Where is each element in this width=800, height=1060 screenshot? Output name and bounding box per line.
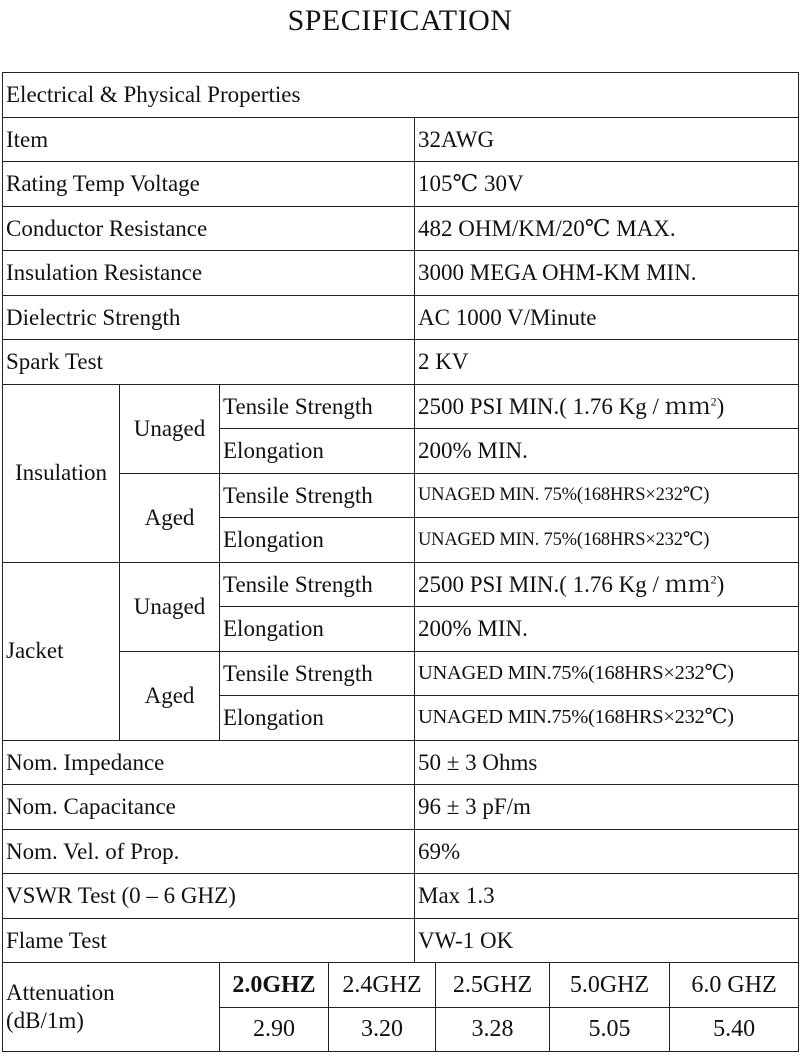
property-value: UNAGED MIN.75%(168HRS×232℃) <box>415 651 799 696</box>
attenuation-frequency: 6.0 GHZ <box>670 963 799 1008</box>
property-value: 2500 PSI MIN.( 1.76 Kg / ｍｍ$^2$) <box>415 562 799 607</box>
spec-label: Flame Test <box>3 918 415 963</box>
attenuation-value: 5.05 <box>550 1007 670 1052</box>
insulation-unaged-tensile-row <box>3 384 799 429</box>
attenuation-value: 2.90 <box>220 1007 329 1052</box>
attenuation-frequency: 2.0GHZ <box>220 963 329 1008</box>
spec-row-flame <box>3 918 799 963</box>
spec-row-spark <box>3 340 799 385</box>
spec-label: Nom. Capacitance <box>3 785 415 830</box>
spec-row-rating <box>3 162 799 207</box>
property-label: Elongation <box>220 429 415 474</box>
spec-value: Max 1.3 <box>415 874 799 919</box>
spec-row-item <box>3 117 799 162</box>
attenuation-label: Attenuation (dB/1m) <box>3 963 220 1052</box>
attenuation-frequency: 2.4GHZ <box>329 963 436 1008</box>
spec-row-dielectric <box>3 295 799 340</box>
jacket-aged-tensile-row <box>3 651 799 696</box>
property-value: UNAGED MIN. 75%(168HRS×232℃) <box>415 518 799 563</box>
jacket-label: Jacket <box>3 562 120 740</box>
spec-value: 69% <box>415 829 799 874</box>
insulation-aged-tensile-row <box>3 473 799 518</box>
spec-row-velocity <box>3 829 799 874</box>
property-label: Tensile Strength <box>220 562 415 607</box>
property-value: 2500 PSI MIN.( 1.76 Kg / ｍｍ$^2$) <box>415 384 799 429</box>
attenuation-value: 3.20 <box>329 1007 436 1052</box>
property-label: Tensile Strength <box>220 651 415 696</box>
spec-row-vswr <box>3 874 799 919</box>
property-value: 200% MIN. <box>415 429 799 474</box>
spec-value: 96 ± 3 pF/m <box>415 785 799 830</box>
spec-value: 105℃ 30V <box>415 162 799 207</box>
spec-label: Rating Temp Voltage <box>3 162 415 207</box>
spec-value: 50 ± 3 Ohms <box>415 740 799 785</box>
spec-label: Nom. Vel. of Prop. <box>3 829 415 874</box>
spec-value: 482 OHM/KM/20℃ MAX. <box>415 206 799 251</box>
attenuation-value: 5.40 <box>670 1007 799 1052</box>
section-header-row <box>3 73 799 118</box>
specification-table <box>2 72 799 1052</box>
insulation-aged-label: Aged <box>120 473 220 562</box>
spec-label: Insulation Resistance <box>3 251 415 296</box>
spec-row-insulation-resistance <box>3 251 799 296</box>
spec-value: 2 KV <box>415 340 799 385</box>
property-label: Elongation <box>220 518 415 563</box>
spec-value: 32AWG <box>415 117 799 162</box>
attenuation-frequency: 5.0GHZ <box>550 963 670 1008</box>
property-label: Tensile Strength <box>220 473 415 518</box>
attenuation-value: 3.28 <box>436 1007 550 1052</box>
spec-row-conductor <box>3 206 799 251</box>
section-header: Electrical & Physical Properties <box>3 73 799 118</box>
spec-value: VW-1 OK <box>415 918 799 963</box>
spec-value: AC 1000 V/Minute <box>415 295 799 340</box>
spec-label: Nom. Impedance <box>3 740 415 785</box>
property-value: UNAGED MIN. 75%(168HRS×232℃) <box>415 473 799 518</box>
spec-label: Dielectric Strength <box>3 295 415 340</box>
spec-label: Spark Test <box>3 340 415 385</box>
property-label: Elongation <box>220 607 415 652</box>
attenuation-frequency-row <box>3 963 799 1008</box>
spec-label: Item <box>3 117 415 162</box>
spec-value: 3000 MEGA OHM-KM MIN. <box>415 251 799 296</box>
jacket-unaged-tensile-row <box>3 562 799 607</box>
spec-row-capacitance <box>3 785 799 830</box>
insulation-unaged-label: Unaged <box>120 384 220 473</box>
property-label: Tensile Strength <box>220 384 415 429</box>
insulation-label: Insulation <box>3 384 120 562</box>
spec-label: Conductor Resistance <box>3 206 415 251</box>
attenuation-frequency: 2.5GHZ <box>436 963 550 1008</box>
property-value: 200% MIN. <box>415 607 799 652</box>
jacket-aged-label: Aged <box>120 651 220 740</box>
spec-label: VSWR Test (0 – 6 GHZ) <box>3 874 415 919</box>
spec-row-impedance <box>3 740 799 785</box>
jacket-unaged-label: Unaged <box>120 562 220 651</box>
page-title: SPECIFICATION <box>287 4 513 37</box>
property-label: Elongation <box>220 696 415 741</box>
property-value: UNAGED MIN.75%(168HRS×232℃) <box>415 696 799 741</box>
